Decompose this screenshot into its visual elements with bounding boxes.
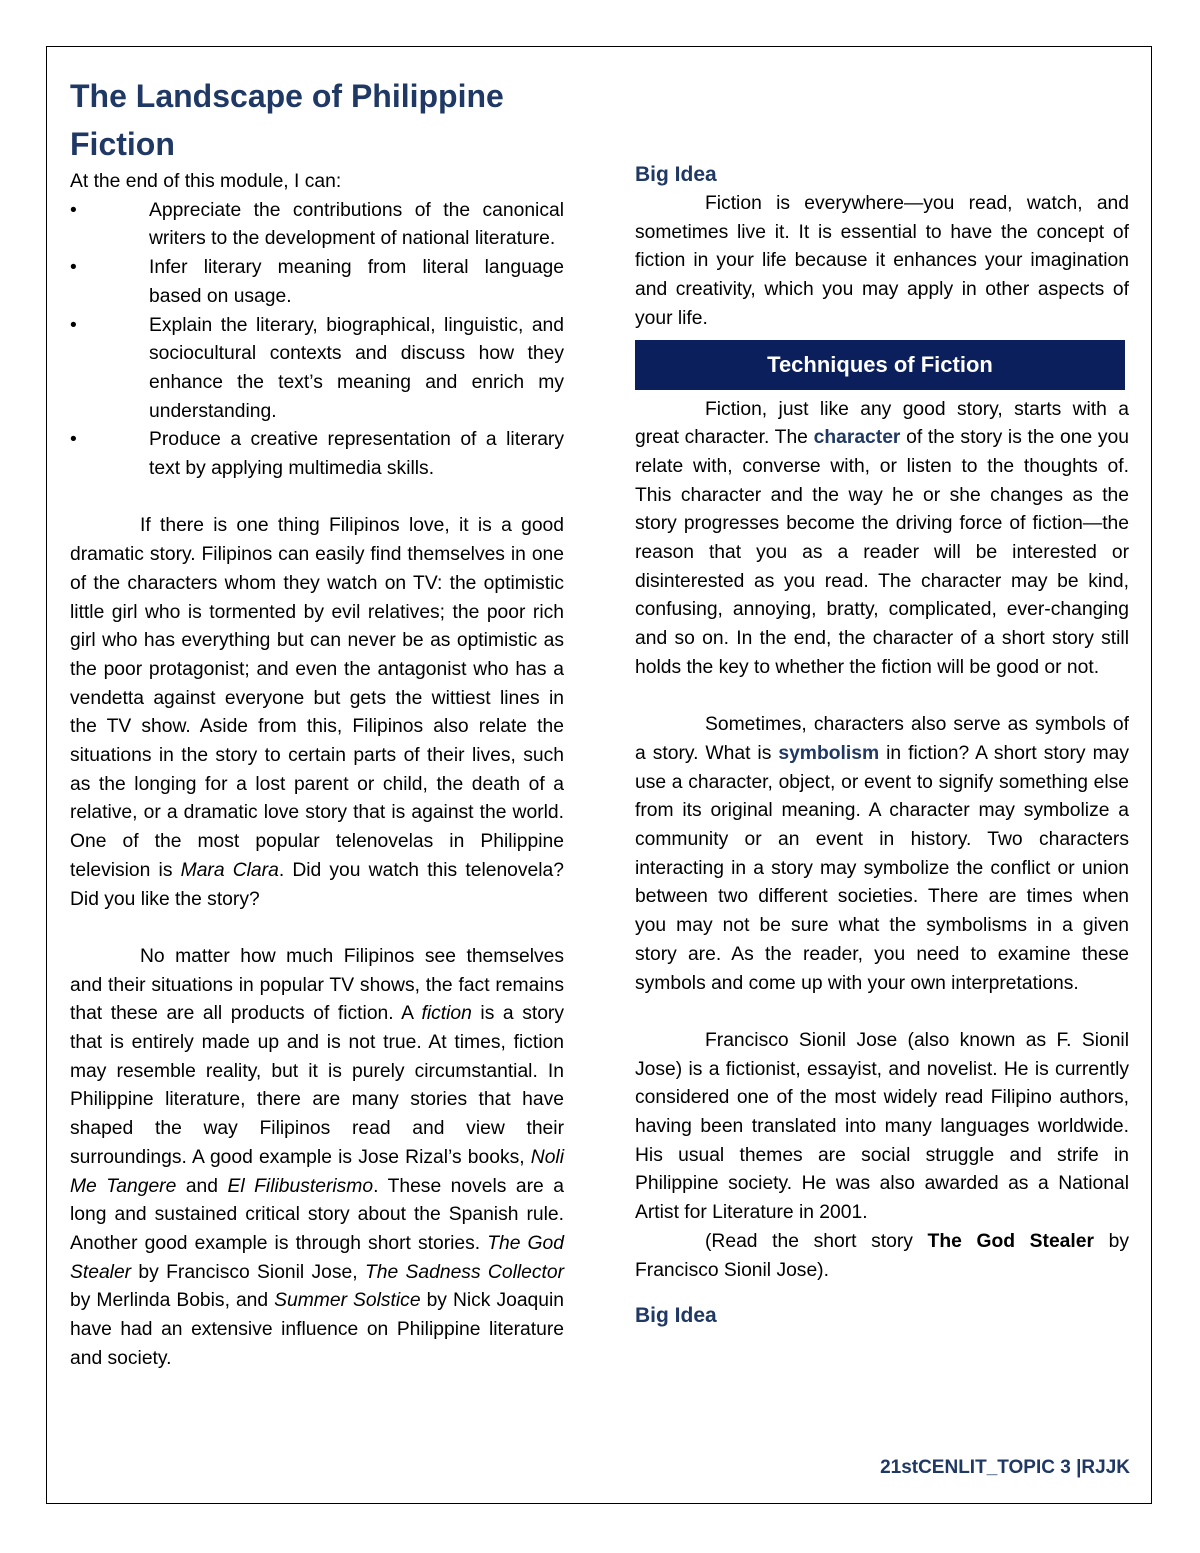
big-idea-heading-2: Big Idea — [635, 1304, 717, 1328]
bullet-icon: • — [70, 199, 77, 221]
big-idea-heading: Big Idea — [635, 163, 717, 186]
bullet-icon: • — [70, 257, 77, 279]
page-title: The Landscape of Philippine Fiction — [70, 78, 504, 162]
paragraph-fiction-definition: No matter how much Filipinos see themselves and their situations in popular TV shows, the fact remains that these are all products of fiction. A fiction is a story that is entirely made up and is not true. At times, fiction may resemble reality, but it is purely circumstantial. In Philippine literature, there are many stories that have shaped the way Filipinos read and view their surroundings. A good example is Jose Rizal’s books, Noli Me Tangere and El Filibusterismo. These novels are a long and sustained critical story about the Spanish rule. Another good example is through short stories. The God Stealer by Francisco Sionil Jose, The Sadness Collector by Merlinda Bobis, and Summer Solstice by Nick Joaquin have had an extensive influence on Philippine literature and society. — [70, 945, 565, 1369]
big-idea-text: Fiction is everywhere—you read, watch, and sometimes live it. It is essential to have the concept of fiction in your life because it enhances your imagination and creativity, which you may apply in other aspects of your life. — [635, 193, 1129, 329]
paragraph-character: Fiction, just like any good story, starts with a great character. The character of the story is the one you relate with, converse with, or listen to the thoughts of. This character and the way he or she changes as the story progresses become the driving force of fiction—the reason that you as a reader will be interested or disinterested as you read. The character may be kind, confusing, annoying, bratty, complicated, ever-changing and so on. In the end, the character of a short story still holds the key to whether the fiction will be good or not. — [635, 398, 1130, 678]
list-item: • Appreciate the contributions of the canonical writers to the development of national literature. — [70, 197, 564, 254]
paragraph-dramatic-story: If there is one thing Filipinos love, it is a good dramatic story. Filipinos can easily find themselves in one of the characters whom they watch on TV: the optimistic little girl who is tormented by evil relatives; the poor rich girl who has everything but can never be as optimistic as the poor protagonist; and even the antagonist who has a vendetta against everyone but gets the wittiest lines in the TV show. Aside from this, Filipinos also relate the situations in the story to certain parts of their lives, such as the longing for a lost parent or child, the death of a relative, or a dramatic love story that is against the world. One of the most popular telenovelas in Philippine television is Mara Clara. Did you watch this telenovela? Did you like the story? — [70, 515, 564, 910]
paragraph-symbolism: Sometimes, characters also serve as symbols of a story. What is symbolism in fiction? A short story may use a character, object, or event to signify something else from its original meaning. A character may symbolize a community or an event in history. Two characters interacting in a story may symbolize the conflict or union between two different societies. There are times when you may not be sure what the symbolisms in a given story are. As the reader, you need to examine these symbols and come up with your own interpretations. — [635, 714, 1129, 994]
keyword-character: character — [813, 427, 901, 449]
bullet-icon: • — [70, 314, 77, 336]
list-item: • Infer literary meaning from literal language based on usage. — [70, 254, 564, 311]
bullet-icon: • — [70, 429, 77, 451]
paragraph-read-story: (Read the short story The God Stealer by Francisco Sionil Jose). — [635, 1230, 1129, 1281]
objectives-intro: At the end of this module, I can: — [70, 171, 342, 192]
list-item: • Explain the literary, biographical, linguistic, and sociocultural contexts and discuss how they enhance the text’s meaning and enrich my understanding. — [70, 312, 564, 427]
section-banner: Techniques of Fiction — [635, 340, 1125, 390]
list-item: • Produce a creative representation of a literary text by applying multimedia skills. — [70, 426, 564, 483]
keyword-symbolism: symbolism — [778, 742, 880, 764]
objectives-list — [70, 197, 564, 484]
paragraph-sionil-jose: Francisco Sionil Jose (also known as F. Sionil Jose) is a fictionist, essayist, and novelist. He is currently considered one of the most widely read Filipino authors, having been translated into many languages worldwide. His usual themes are social struggle and strife in Philippine society. He was also awarded as a National Artist for Literature in 2001. — [635, 1029, 1129, 1224]
right-column-content — [635, 160, 1129, 1331]
page-footer: 21stCENLIT_TOPIC 3 |RJJK — [880, 1457, 1130, 1478]
left-column — [70, 72, 564, 1374]
